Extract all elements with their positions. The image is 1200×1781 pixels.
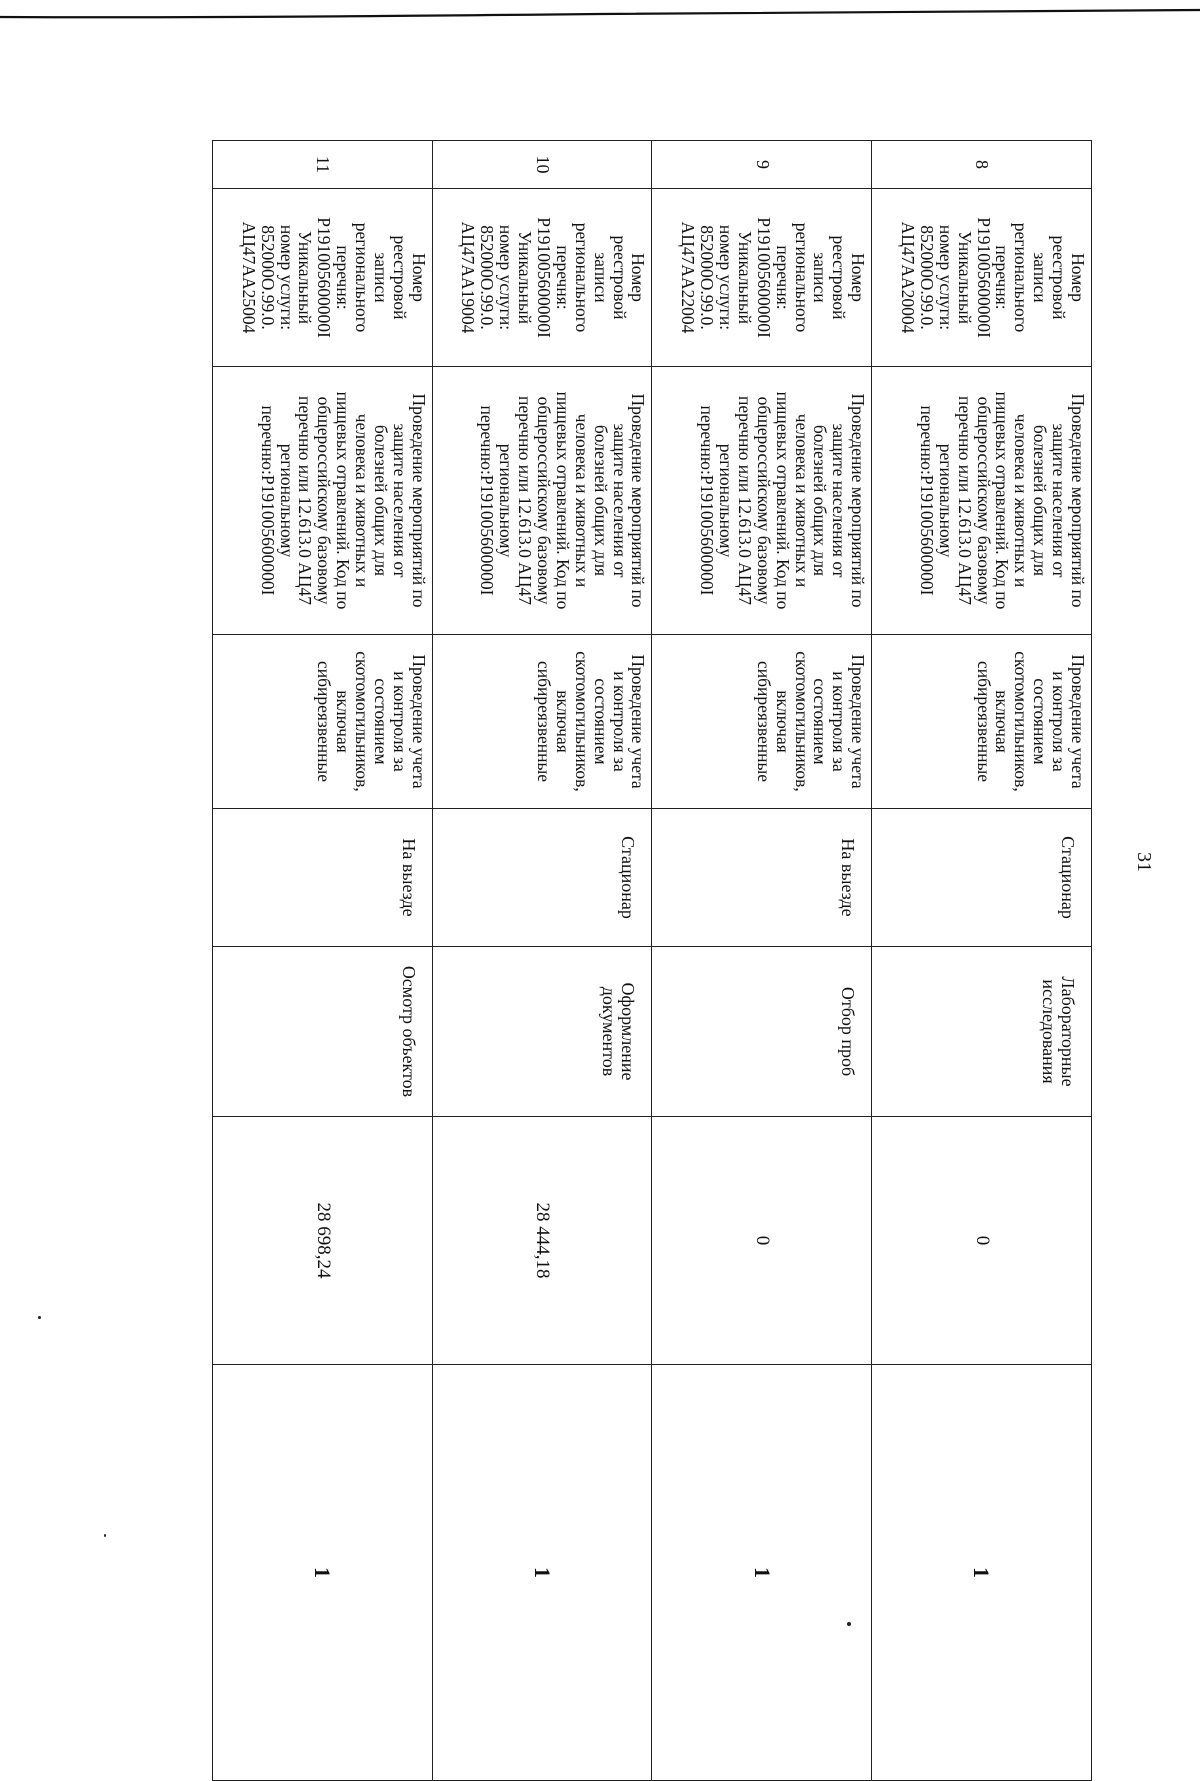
cost-cell-line: 0 [752, 1235, 774, 1246]
registry-cell-line: регионального [571, 222, 592, 333]
row-number [872, 141, 1092, 189]
service-name-cell-line: пищевых отравлений. Код по [992, 391, 1013, 610]
work-type-cell-line: Отбор проб [838, 986, 859, 1077]
registry-cell-line: АЦ47АА22004 [678, 221, 699, 334]
service-name-cell-line: Проведение мероприятий по [628, 393, 649, 608]
condition-cell [652, 809, 872, 947]
service-name-cell-line: региональному [716, 443, 737, 558]
content-cell-line: состоянием [810, 678, 831, 765]
work-type-cell [213, 947, 433, 1117]
content-cell-line: состоянием [1030, 678, 1051, 765]
service-name-cell [652, 367, 872, 635]
condition-cell-line: Стационар [618, 836, 639, 919]
content-cell-line: включая [333, 690, 354, 753]
service-name-cell [872, 367, 1092, 635]
registry-cell-line: записи [370, 252, 391, 303]
registry-cell-line: Номер [408, 253, 429, 302]
amount-cell [432, 1365, 652, 1781]
service-name-cell-line: региональному [276, 443, 297, 558]
registry-cell [652, 189, 872, 367]
registry-cell-line: номер услуги: [276, 224, 297, 331]
work-type-cell-line: Осмотр объектов [398, 965, 419, 1098]
registry-cell-line: регионального [352, 222, 373, 333]
registry-cell-line: 852000О.99.0. [477, 225, 498, 330]
service-name-cell-line: перечню или 12.613.0 АЦ47 [954, 395, 975, 606]
service-name-cell-line: перечню или 12.613.0 АЦ47 [295, 395, 316, 606]
service-name-cell-line: перечню:Р191005600000І [697, 405, 718, 596]
work-type-cell [652, 947, 872, 1117]
registry-cell-line: Уникальный [515, 231, 536, 324]
page-number: 31 [1133, 852, 1155, 872]
service-name-cell-line: человека и животных и [571, 413, 592, 588]
service-name-cell-line: пищевых отравлений. Код по [333, 391, 354, 610]
cost-cell [652, 1117, 872, 1365]
service-name-cell-line: защите населения от [609, 423, 630, 578]
content-cell-line: сибиреязвенные [314, 660, 335, 783]
content-cell [213, 635, 433, 809]
service-name-cell-line: человека и животных и [352, 413, 373, 588]
registry-cell-line: записи [1030, 252, 1051, 303]
cost-cell-line: 28 444,18 [532, 1202, 554, 1279]
service-name-cell-line: региональному [496, 443, 517, 558]
content-cell-line: сибиреязвенные [973, 660, 994, 783]
service-name-cell-line: защите населения от [389, 423, 410, 578]
content-cell-line: сибиреязвенные [753, 660, 774, 783]
service-name-cell-line: перечню:Р191005600000І [477, 405, 498, 596]
services-table-rotated [212, 140, 1092, 1780]
service-name-cell-line: перечню:Р191005600000І [916, 405, 937, 596]
row-number [213, 141, 433, 189]
amount-cell-line: 1 [530, 1567, 555, 1578]
cost-cell [872, 1117, 1092, 1365]
content-cell-line: скотомогильников, [352, 651, 373, 792]
registry-cell-line: Уникальный [954, 231, 975, 324]
content-cell-line: и контроля за [1049, 671, 1070, 772]
service-name-cell-line: болезней общих для [370, 424, 391, 577]
amount-cell-line: 1 [749, 1567, 775, 1578]
service-name-cell-line: человека и животных и [791, 413, 812, 588]
content-cell-line: и контроля за [389, 671, 410, 772]
work-type-cell [872, 947, 1092, 1117]
table-row [432, 141, 652, 1781]
scan-speck [104, 1534, 106, 1537]
registry-cell-line: Уникальный [295, 231, 316, 324]
registry-cell-line: Номер [1068, 253, 1088, 302]
registry-cell-line: регионального [1011, 222, 1032, 333]
amount-cell-line: 1 [969, 1567, 995, 1578]
content-cell-line: и контроля за [609, 671, 630, 772]
content-cell-line: включая [992, 690, 1013, 753]
content-cell-line: Проведение учета [848, 654, 869, 789]
service-name-cell-line: болезней общих для [810, 424, 831, 577]
row-number [652, 141, 872, 189]
cost-cell-line: 0 [971, 1235, 993, 1246]
content-cell [872, 635, 1092, 809]
registry-cell-line: Р191005600000І [534, 217, 555, 338]
scan-speck [38, 1316, 41, 1319]
content-cell-line: Проведение учета [408, 654, 429, 789]
content-cell-line: состоянием [370, 678, 391, 765]
service-name-cell-line: Проведение мероприятий по [1068, 393, 1088, 608]
registry-cell-line: АЦ47АА19004 [458, 221, 479, 334]
service-name-cell-line: пищевых отравлений. Код по [772, 391, 793, 610]
work-type-cell-line: Оформление [618, 982, 639, 1081]
service-name-cell-line: региональному [935, 443, 956, 558]
table-body [213, 141, 1092, 1781]
service-name-cell-line: защите населения от [829, 423, 850, 578]
content-cell-line: состоянием [590, 678, 611, 765]
registry-cell-line: записи [810, 252, 831, 303]
registry-cell-line: АЦ47АА20004 [897, 221, 918, 334]
registry-cell-line: Р191005600000І [753, 217, 774, 338]
registry-cell-line: реестровой [389, 235, 410, 320]
service-name-cell-line: общероссийскому базовому [753, 396, 774, 605]
registry-cell-line: Номер [628, 253, 649, 302]
service-name-cell-line: пищевых отравлений. Код по [552, 391, 573, 610]
registry-cell-line: перечня: [552, 245, 573, 310]
content-cell-line: скотомогильников, [571, 651, 592, 792]
content-cell [432, 635, 652, 809]
registry-cell-line: Номер [848, 253, 869, 302]
cost-cell [432, 1117, 652, 1365]
registry-cell [213, 189, 433, 367]
content-cell-line: скотомогильников, [791, 651, 812, 792]
table-row [872, 141, 1092, 1781]
condition-cell [432, 809, 652, 947]
content-cell-line: включая [552, 690, 573, 753]
row-number [432, 141, 652, 189]
registry-cell [432, 189, 652, 367]
condition-cell-line: На выезде [838, 838, 859, 917]
work-type-cell-line: документов [599, 986, 620, 1077]
registry-cell-line: номер услуги: [935, 224, 956, 331]
service-name-cell-line: общероссийскому базовому [534, 396, 555, 605]
service-name-cell-line: человека и животных и [1011, 413, 1032, 588]
service-name-cell-line: общероссийскому базовому [973, 396, 994, 605]
row-number-line: 9 [752, 160, 773, 169]
condition-cell [213, 809, 433, 947]
content-cell-line: и контроля за [829, 671, 850, 772]
table-row [652, 141, 872, 1781]
registry-cell-line: перечня: [992, 245, 1013, 310]
row-number-line: 8 [972, 160, 993, 169]
registry-cell-line: реестровой [1049, 235, 1070, 320]
registry-cell-line: записи [590, 252, 611, 303]
registry-cell-line: реестровой [609, 235, 630, 320]
amount-cell [872, 1365, 1092, 1781]
amount-cell-line: 1 [310, 1567, 336, 1578]
content-cell-line: Проведение учета [1068, 654, 1088, 789]
registry-cell-line: Р191005600000І [314, 217, 335, 338]
service-name-cell-line: защите населения от [1049, 423, 1070, 578]
services-table [212, 140, 1092, 1781]
scan-artifact-line [0, 8, 1200, 22]
cost-cell-line: 28 698,24 [312, 1202, 334, 1279]
registry-cell-line: 852000О.99.0. [257, 225, 278, 330]
registry-cell-line: перечня: [333, 245, 354, 310]
service-name-cell-line: перечню:Р191005600000І [257, 405, 278, 596]
registry-cell-line: АЦ47АА25004 [238, 221, 259, 334]
service-name-cell-line: Проведение мероприятий по [408, 393, 429, 608]
service-name-cell-line: общероссийскому базовому [314, 396, 335, 605]
registry-cell-line: регионального [791, 222, 812, 333]
service-name-cell-line: перечню или 12.613.0 АЦ47 [734, 395, 755, 606]
amount-cell [652, 1365, 872, 1781]
condition-cell-line: Стационар [1058, 836, 1078, 919]
row-number-line: 10 [532, 155, 553, 174]
row-number-line: 11 [313, 155, 334, 174]
work-type-cell [432, 947, 652, 1117]
registry-cell [872, 189, 1092, 367]
service-name-cell-line: Проведение мероприятий по [848, 393, 869, 608]
content-cell-line: включая [772, 690, 793, 753]
content-cell-line: сибиреязвенные [534, 660, 555, 783]
condition-cell-line: На выезде [398, 838, 419, 917]
table-row [213, 141, 433, 1781]
content-cell-line: Проведение учета [628, 654, 649, 789]
work-type-cell-line: исследования [1038, 979, 1059, 1084]
content-cell [652, 635, 872, 809]
service-name-cell [213, 367, 433, 635]
registry-cell-line: 852000О.99.0. [916, 225, 937, 330]
registry-cell-line: Уникальный [734, 231, 755, 324]
service-name-cell-line: перечню или 12.613.0 АЦ47 [515, 395, 536, 606]
registry-cell-line: номер услуги: [716, 224, 737, 331]
registry-cell-line: реестровой [829, 235, 850, 320]
registry-cell-line: 852000О.99.0. [697, 225, 718, 330]
service-name-cell [432, 367, 652, 635]
condition-cell [872, 809, 1092, 947]
content-cell-line: скотомогильников, [1011, 651, 1032, 792]
service-name-cell-line: болезней общих для [1030, 424, 1051, 577]
cost-cell [213, 1117, 433, 1365]
registry-cell-line: номер услуги: [496, 224, 517, 331]
registry-cell-line: перечня: [772, 245, 793, 310]
amount-cell [213, 1365, 433, 1781]
service-name-cell-line: болезней общих для [590, 424, 611, 577]
registry-cell-line: Р191005600000І [973, 217, 994, 338]
work-type-cell-line: Лабораторные [1058, 976, 1078, 1087]
